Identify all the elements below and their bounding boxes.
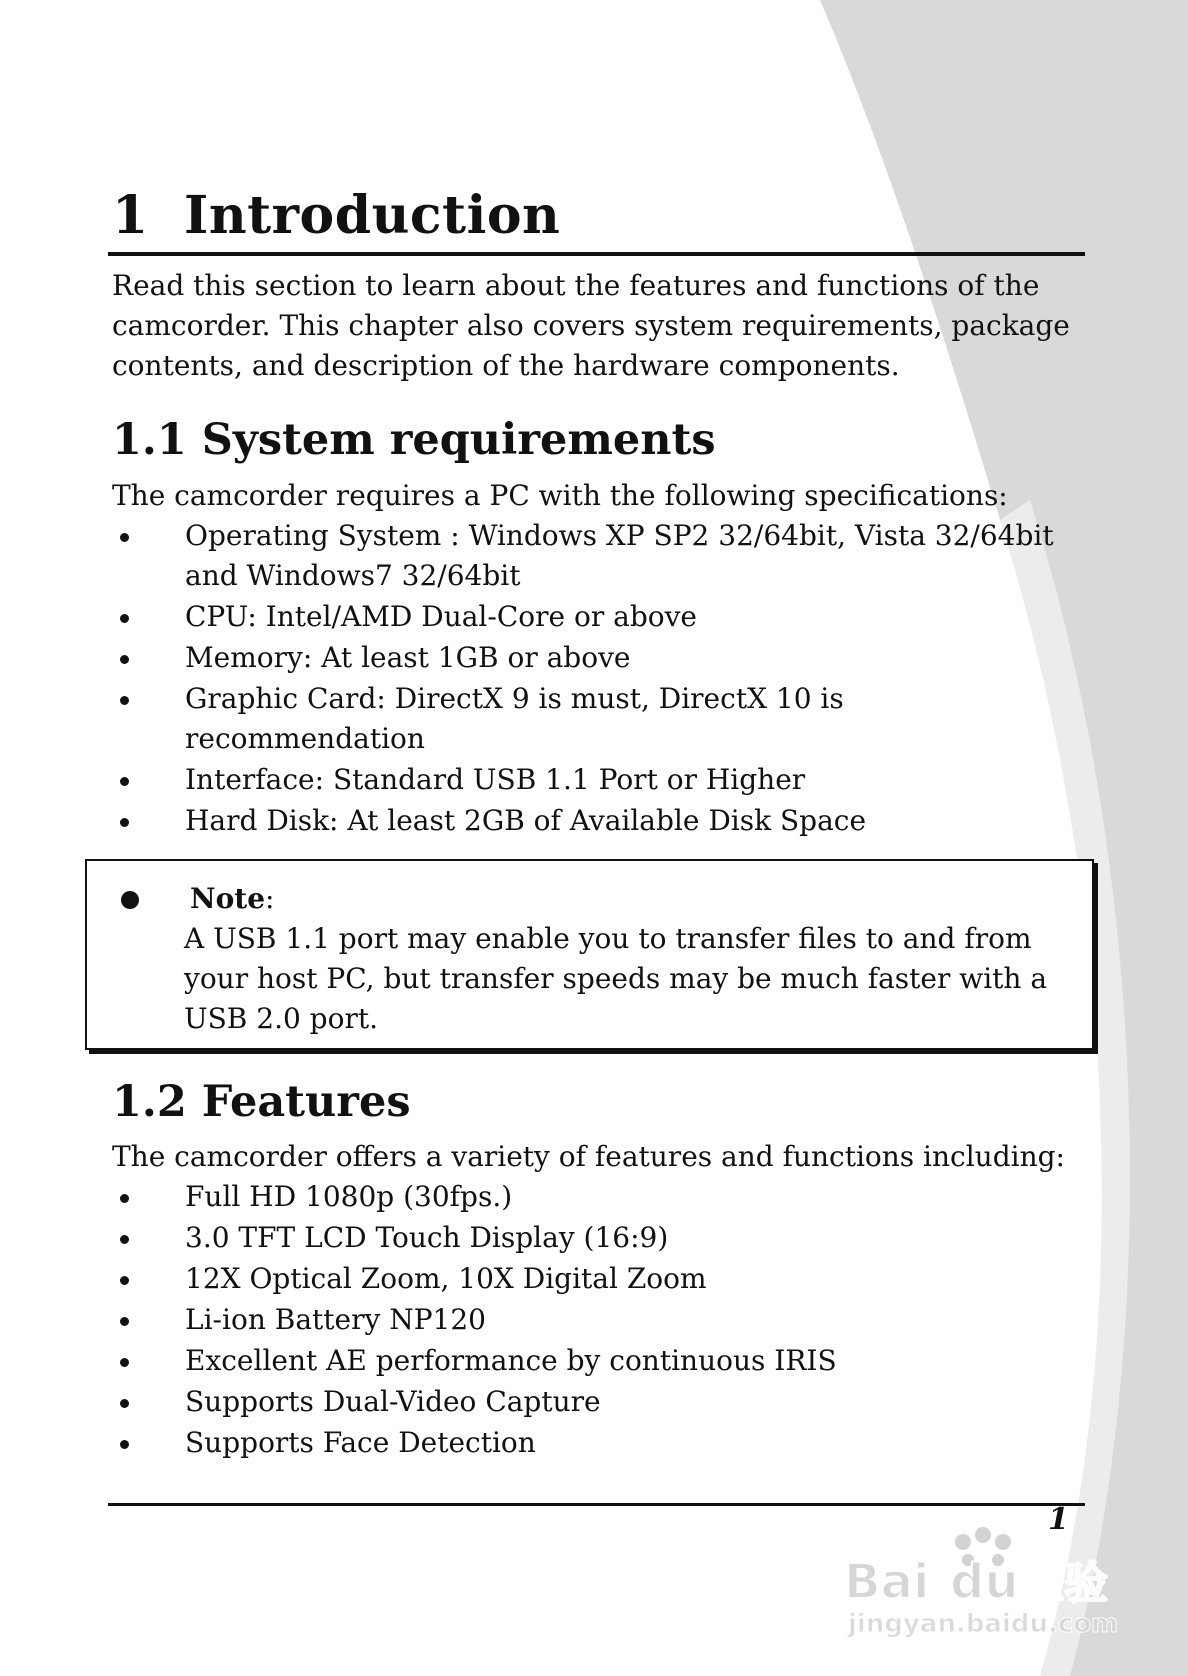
features-list (112, 1177, 1072, 1464)
footer-divider (108, 1503, 1085, 1506)
list-item: Interface: Standard USB 1.1 Port or Higher (112, 760, 1072, 800)
chapter-divider (108, 252, 1085, 256)
list-item: 12X Optical Zoom, 10X Digital Zoom (112, 1259, 1072, 1299)
bullet-icon (120, 614, 129, 623)
list-item: Graphic Card: DirectX 9 is must, DirectX 10 is recommendation (112, 679, 1072, 759)
bullet-icon (120, 1317, 129, 1326)
chapter-number: 1 (112, 185, 149, 246)
bullet-icon (120, 1358, 129, 1367)
bullet-icon (120, 1440, 129, 1449)
bullet-icon (120, 777, 129, 786)
note-bullet-icon (121, 891, 139, 909)
page-number: 1 (1048, 1502, 1069, 1537)
system-requirements-lead: The camcorder requires a PC with the following specifications: (112, 479, 1008, 512)
baidu-watermark-logo (838, 1520, 1128, 1640)
chapter-title-text: Introduction (184, 185, 561, 246)
note-box (85, 859, 1094, 1050)
list-item: Memory: At least 1GB or above (112, 638, 1072, 678)
list-item: Excellent AE performance by continuous IRIS (112, 1341, 1072, 1381)
note-text: A USB 1.1 port may enable you to transfer files to and from your host PC, but transfer speeds may be much faster with a USB 2.0 port. (184, 922, 1048, 1035)
list-item: CPU: Intel/AMD Dual-Core or above (112, 597, 1072, 637)
bullet-icon (120, 1276, 129, 1285)
system-requirements-list (112, 516, 1072, 842)
system-requirements-heading: 1.1 System requirements (112, 415, 716, 465)
bullet-icon (120, 533, 129, 542)
watermark-url: jingyan.baidu.com (848, 1609, 1119, 1639)
list-item: Full HD 1080p (30fps.) (112, 1177, 1072, 1217)
list-item: Hard Disk: At least 2GB of Available Disk Space (112, 801, 1072, 841)
list-item: Supports Dual-Video Capture (112, 1382, 1072, 1422)
bullet-icon (120, 696, 129, 705)
watermark-brand-cn: 经验 (1020, 1558, 1108, 1609)
bullet-icon (120, 818, 129, 827)
features-lead: The camcorder offers a variety of features and functions including: (112, 1140, 1065, 1173)
features-heading: 1.2 Features (112, 1077, 411, 1127)
note-label: Note: (190, 882, 275, 915)
bullet-icon (120, 1235, 129, 1244)
list-item: Supports Face Detection (112, 1423, 1072, 1463)
bullet-icon (120, 1194, 129, 1203)
watermark-brand-right: du (950, 1554, 1019, 1610)
intro-paragraph: Read this section to learn about the features and functions of the camcorder. This chapter also covers system requirements, package contents, and description of the hardware components. (112, 269, 1070, 382)
list-item: Li-ion Battery NP120 (112, 1300, 1072, 1340)
watermark-brand-left: Bai (844, 1554, 930, 1610)
list-item: 3.0 TFT LCD Touch Display (16:9) (112, 1218, 1072, 1258)
chapter-title (112, 185, 560, 246)
bullet-icon (120, 1399, 129, 1408)
list-item: Operating System : Windows XP SP2 32/64bit, Vista 32/64bit and Windows7 32/64bit (112, 516, 1072, 596)
bullet-icon (120, 655, 129, 664)
